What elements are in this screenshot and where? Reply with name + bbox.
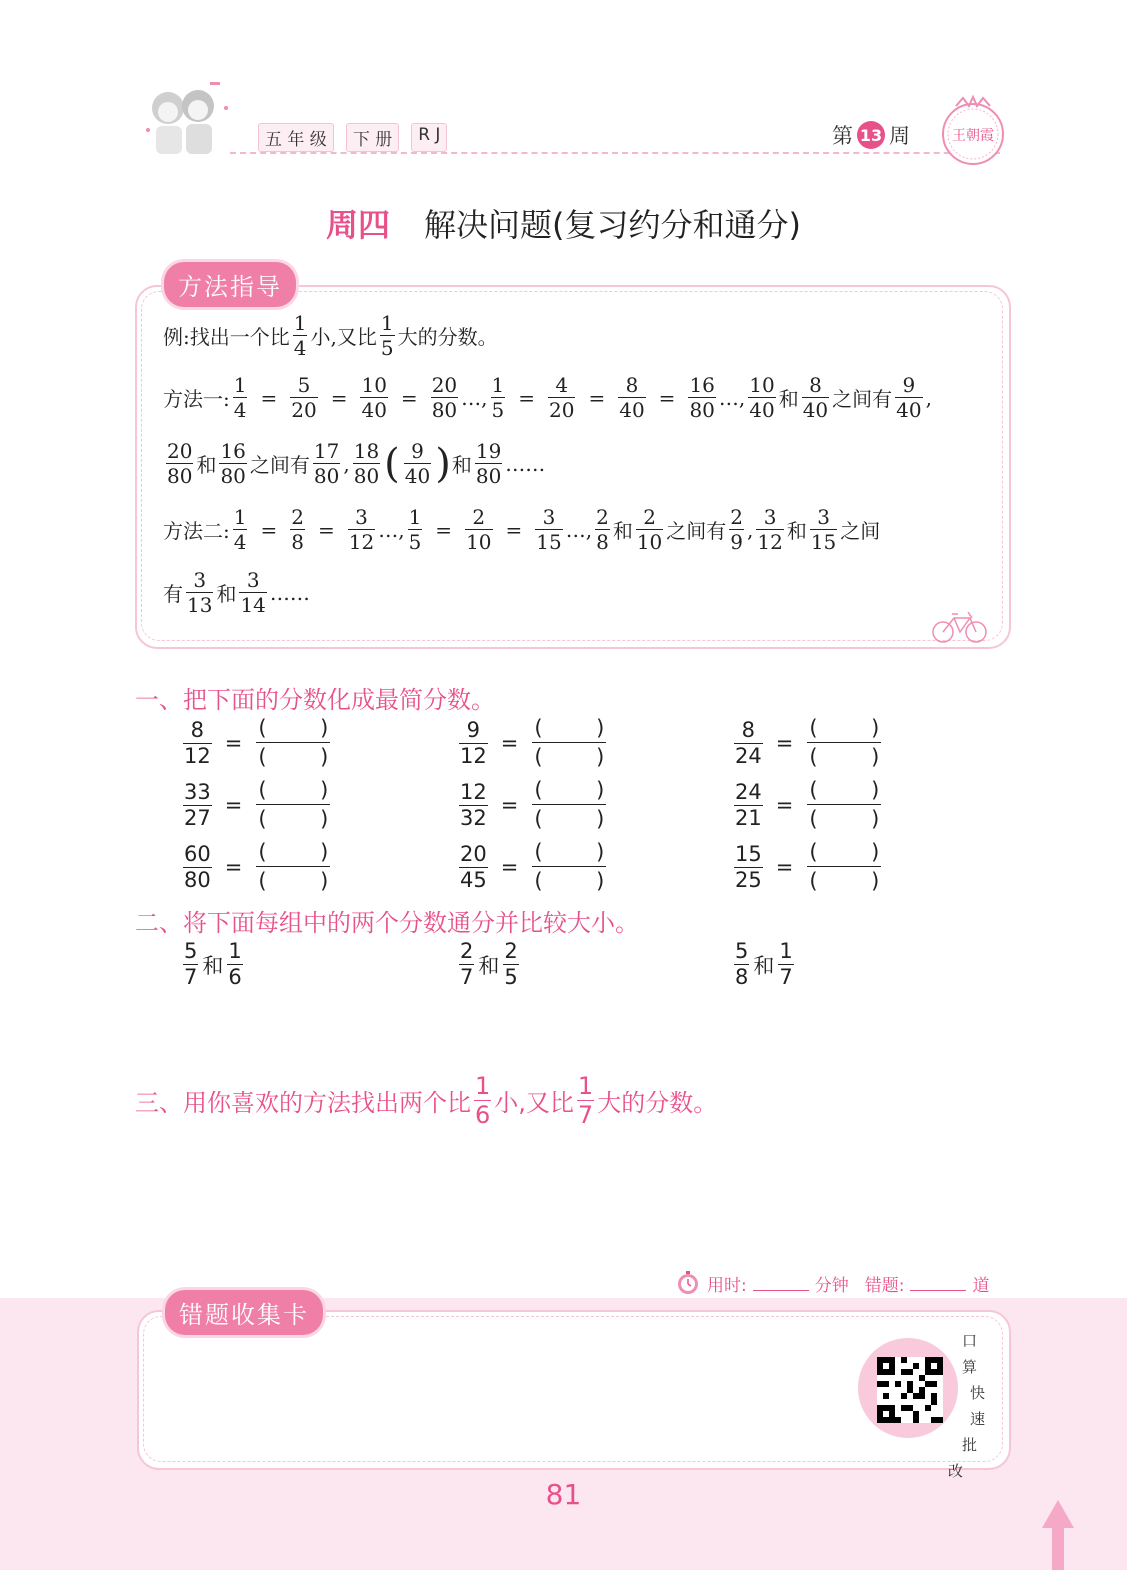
fraction: $\frac{2}{8}$	[291, 505, 304, 554]
fraction: $\frac{3}{13}$	[187, 568, 213, 617]
fraction: $\frac{16}{80}$	[220, 439, 246, 488]
time-record: 用时: 分钟 错题: 道	[675, 1270, 989, 1296]
method-guide-tag: 方法指导	[164, 262, 296, 307]
fraction: $\frac{5}{7}$	[184, 939, 198, 989]
answer-blank[interactable]: ( ) ( )	[534, 778, 605, 831]
method-two-line-1: 方法二: $\frac{1}{4}$ = $\frac{2}{8}$ = $\frac{3}{12}$ … , $\frac{1}{5}$ = $\frac{2}{10}$ = $\frac{3}{15}$ … , $\frac{2}{8}$ 和 $\frac{2}{10}$ 之间有 $\frac{2}{9}$ , $\frac{3}{12}$ 和 $\frac{3}{15}$ 之间	[163, 505, 881, 554]
fraction: $\frac{10}{40}$	[749, 373, 775, 422]
fraction: $\frac{1}{6}$	[475, 1072, 491, 1129]
answer-blank[interactable]: ( ) ( )	[258, 778, 329, 831]
fraction: $\frac{9}{40}$	[896, 373, 922, 422]
section-1-title: 一、把下面的分数化成最简分数。	[135, 686, 495, 714]
fraction: $\frac{20}{80}$	[431, 373, 458, 422]
fraction: $\frac{2}{10}$	[466, 505, 492, 554]
topic-label: 解决问题(复习约分和通分)	[424, 206, 801, 244]
time-blank[interactable]	[753, 1276, 809, 1291]
fraction: $\frac{20}{45}$	[460, 841, 487, 892]
fraction: $\frac{3}{12}$	[348, 505, 375, 554]
fraction: $\frac{5}{8}$	[735, 939, 749, 989]
fraction: $\frac{9}{40}$	[404, 439, 431, 488]
fraction: $\frac{3}{14}$	[240, 568, 266, 617]
fraction: $\frac{33}{27}$	[184, 779, 211, 830]
answer-blank[interactable]: ( ) ( )	[809, 716, 880, 769]
author-stamp-icon	[936, 94, 1010, 168]
fraction: $\frac{16}{80}$	[689, 373, 715, 422]
edition-label: R J	[411, 123, 447, 152]
fraction: $\frac{9}{12}$	[460, 717, 487, 768]
fraction: $\frac{1}{4}$	[233, 373, 247, 422]
fraction: $\frac{2}{10}$	[636, 505, 663, 554]
answer-blank[interactable]: ( ) ( )	[258, 840, 329, 893]
fraction: $\frac{1}{4}$	[293, 311, 307, 360]
week-number: 13	[857, 121, 885, 149]
compare-exercise: $\frac{5}{8}$ 和 $\frac{1}{7}$	[735, 939, 793, 989]
compare-exercise: $\frac{5}{7}$ 和 $\frac{1}{6}$	[184, 939, 242, 989]
fraction: $\frac{1}{5}$	[380, 311, 394, 360]
fraction: $\frac{19}{80}$	[475, 439, 502, 488]
fraction: $\frac{2}{8}$	[596, 505, 609, 554]
fraction: $\frac{17}{80}$	[313, 439, 340, 488]
week-indicator: 第 13 周	[832, 120, 910, 150]
bicycle-icon	[930, 606, 990, 644]
fraction: $\frac{60}{80}$	[184, 841, 211, 892]
volume-label: 下 册	[346, 123, 399, 152]
fraction: $\frac{4}{20}$	[549, 373, 575, 422]
fraction: $\frac{3}{15}$	[536, 505, 562, 554]
section-2-title: 二、将下面每组中的两个分数通分并比较大小。	[135, 909, 639, 937]
page-number: 81	[545, 1478, 582, 1511]
compare-exercise: $\frac{2}{7}$ 和 $\frac{2}{5}$	[460, 939, 518, 989]
fraction: $\frac{18}{80}$	[353, 439, 380, 488]
answer-blank[interactable]: ( ) ( )	[258, 716, 329, 769]
error-count-blank[interactable]	[910, 1276, 966, 1291]
example-line: 例:找出一个比 $\frac{1}{4}$ 小,又比 $\frac{1}{5}$ 大的分数。	[163, 311, 498, 360]
simplify-exercise: $\frac{33}{27}$ = ( ) ( )	[184, 778, 329, 831]
error-card-tag: 错题收集卡	[165, 1290, 323, 1335]
method-one-line-2: $\frac{20}{80}$ 和 $\frac{16}{80}$ 之间有 $\frac{17}{80}$ , $\frac{18}{80}$ ( $\frac{9}{40}$ ) 和 $\frac{19}{80}$ ……	[167, 439, 546, 488]
simplify-exercise: $\frac{24}{21}$ = ( ) ( )	[735, 778, 880, 831]
fraction: $\frac{10}{40}$	[361, 373, 387, 422]
simplify-exercise: $\frac{8}{24}$ = ( ) ( )	[735, 716, 880, 769]
fraction: $\frac{15}{25}$	[735, 841, 762, 892]
answer-blank[interactable]: ( ) ( )	[809, 778, 880, 831]
qr-caption: 口 算 快 速 批 改	[948, 1332, 986, 1480]
section-3-title: 三、用你喜欢的方法找出两个比 $\frac{1}{6}$ 小,又比 $\frac{1}{7}$ 大的分数。	[135, 1072, 718, 1129]
day-label: 周四	[326, 206, 391, 244]
grade-label: 五 年 级	[258, 123, 334, 152]
header-divider	[230, 152, 1000, 154]
kids-illustration	[140, 78, 235, 158]
simplify-exercise: $\frac{9}{12}$ = ( ) ( )	[460, 716, 605, 769]
fraction: $\frac{1}{7}$	[577, 1072, 594, 1129]
qr-code-icon[interactable]	[877, 1357, 943, 1423]
simplify-exercise: $\frac{8}{12}$ = ( ) ( )	[184, 716, 329, 769]
fraction: $\frac{20}{80}$	[167, 439, 193, 488]
fraction: $\frac{3}{12}$	[757, 505, 783, 554]
fraction: $\frac{1}{5}$	[408, 505, 422, 554]
fraction: $\frac{8}{12}$	[184, 717, 211, 768]
simplify-exercise: $\frac{15}{25}$ = ( ) ( )	[735, 840, 880, 893]
simplify-exercise: $\frac{12}{32}$ = ( ) ( )	[460, 778, 605, 831]
fraction: $\frac{3}{15}$	[810, 505, 837, 554]
page-title	[0, 200, 1127, 246]
fraction: $\frac{1}{6}$	[228, 939, 242, 989]
fraction: $\frac{8}{24}$	[735, 717, 762, 768]
answer-blank[interactable]: ( ) ( )	[534, 716, 605, 769]
fraction: $\frac{8}{40}$	[619, 373, 645, 422]
method-two-line-2: 有 $\frac{3}{13}$ 和 $\frac{3}{14}$ ……	[163, 568, 310, 617]
fraction: $\frac{2}{5}$	[504, 939, 518, 989]
fraction: $\frac{1}{5}$	[491, 373, 505, 422]
fraction: $\frac{12}{32}$	[460, 779, 487, 830]
stamp-text: 王朝霞	[952, 128, 994, 144]
simplify-exercise: $\frac{60}{80}$ = ( ) ( )	[184, 840, 329, 893]
answer-blank[interactable]: ( ) ( )	[809, 840, 880, 893]
fraction: $\frac{8}{40}$	[802, 373, 829, 422]
fraction: $\frac{2}{7}$	[460, 939, 474, 989]
fraction: $\frac{5}{20}$	[291, 373, 317, 422]
arrow-decoration-icon	[1040, 1500, 1076, 1570]
grade-info	[258, 123, 447, 152]
fraction: $\frac{2}{9}$	[730, 505, 744, 554]
fraction: $\frac{1}{7}$	[779, 939, 793, 989]
method-one-line-1: 方法一: $\frac{1}{4}$ = $\frac{5}{20}$ = $\frac{10}{40}$ = $\frac{20}{80}$ … , $\frac{1}{5}$ = $\frac{4}{20}$ = $\frac{8}{40}$ = $\frac{16}{80}$ … , $\frac{10}{40}$ 和 $\frac{8}{40}$ 之间有 $\frac{9}{40}$ ,	[163, 373, 932, 422]
fraction: $\frac{1}{4}$	[233, 505, 247, 554]
answer-blank[interactable]: ( ) ( )	[534, 840, 605, 893]
stopwatch-icon	[675, 1270, 701, 1296]
fraction: $\frac{24}{21}$	[735, 779, 762, 830]
simplify-exercise: $\frac{20}{45}$ = ( ) ( )	[460, 840, 605, 893]
